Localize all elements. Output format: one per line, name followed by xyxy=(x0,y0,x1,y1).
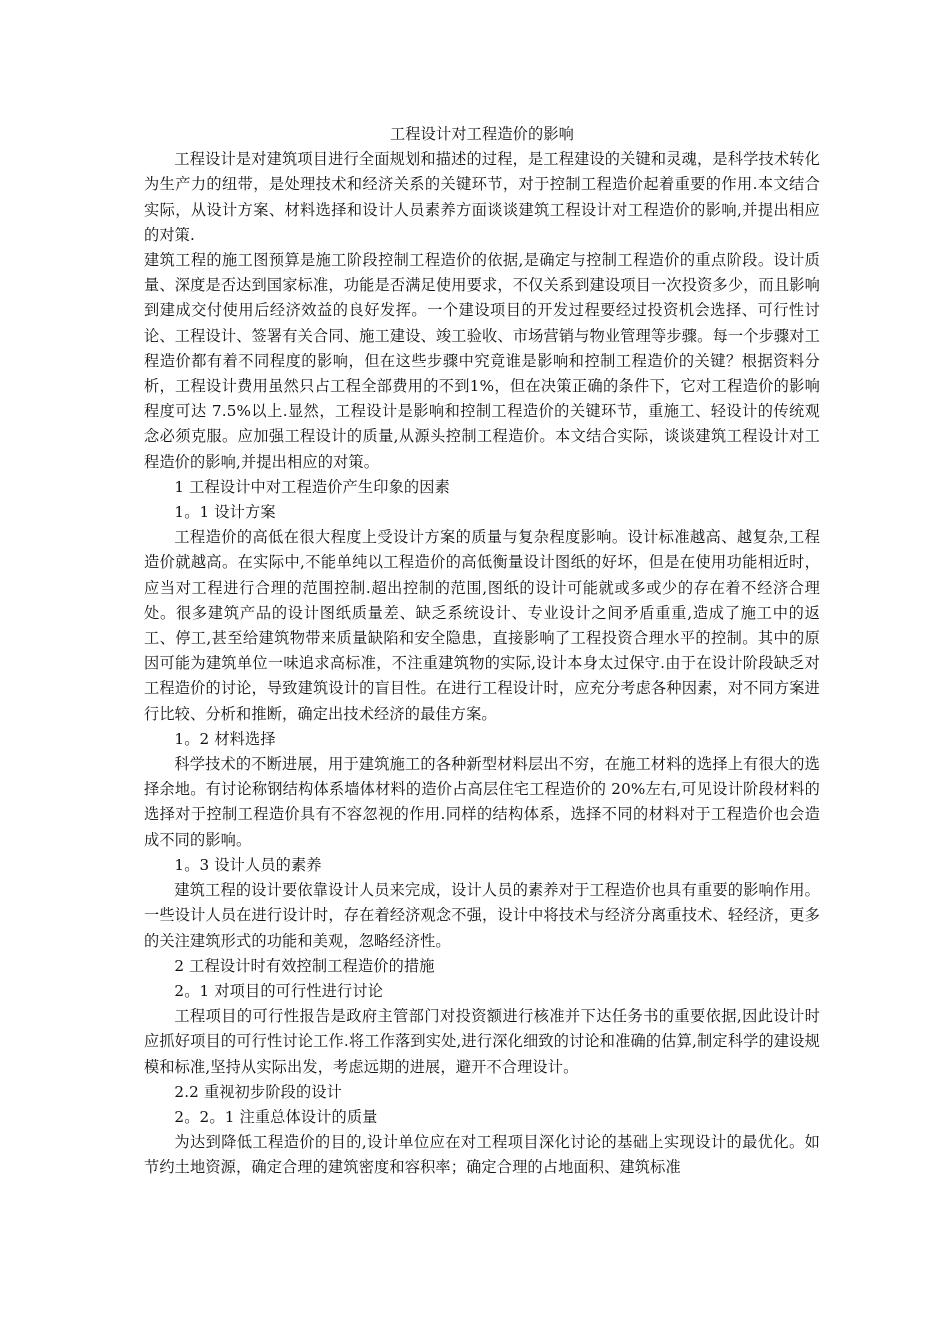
section-2-1-heading: 2。1 对项目的可行性进行讨论 xyxy=(174,981,384,1000)
section-2-1-paragraph: 工程项目的可行性报告是政府主管部门对投资额进行核准并下达任务书的重要依据,因此设计时应抓好项目的可行性讨论工作.将工作落到实处,进行深化细致的讨论和准确的估算,制定科学的建设规模和标准,坚持从实际出发，考虑远期的进展，避开不合理设计。 xyxy=(144,1007,820,1076)
section-2-2-1-heading: 2。2。1 注重总体设计的质量 xyxy=(174,1107,378,1126)
section-2-2-1-paragraph: 为达到降低工程造价的目的,设计单位应在对工程项目深化讨论的基础上实现设计的最优化。如节约土地资源，确定合理的建筑密度和容积率；确定合理的占地面积、建筑标准 xyxy=(144,1133,820,1177)
section-1-2-heading: 1。2 材料选择 xyxy=(174,729,276,748)
section-1-3-paragraph: 建筑工程的设计要依靠设计人员来完成，设计人员的素养对于工程造价也具有重要的影响作用。一些设计人员在进行设计时，存在着经济观念不强，设计中将技术与经济分离重技术、轻经济，更多的关注建筑形式的功能和美观，忽略经济性。 xyxy=(144,881,820,950)
document-page xyxy=(144,122,820,1181)
intro-paragraph: 建筑工程的施工图预算是施工阶段控制工程造价的依据,是确定与控制工程造价的重点阶段。设计质量、深度是否达到国家标准，功能是否满足使用要求，不仅关系到建设项目一次投资多少，而且影响到建成交付使用后经济效益的良好发挥。一个建设项目的开发过程要经过投资机会选择、可行性讨论、工程设计、签署有关合同、施工建设、竣工验收、市场营销与物业管理等步骤。每一个步骤对工程造价都有着不同程度的影响，但在这些步骤中究竟谁是影响和控制工程造价的关键？根据资料分析，工程设计费用虽然只占工程全部费用的不到1%，但在决策正确的条件下，它对工程造价的影响程度可达 7.5%以上.显然，工程设计是影响和控制工程造价的关键环节，重施工、轻设计的传统观念必须克服。应加强工程设计的质量,从源头控制工程造价。本文结合实际，谈谈建筑工程设计对工程造价的影响,并提出相应的对策。 xyxy=(144,251,820,471)
abstract-paragraph: 工程设计是对建筑项目进行全面规划和描述的过程，是工程建设的关键和灵魂，是科学技术转化为生产力的纽带，是处理技术和经济关系的关键环节，对于控制工程造价起着重要的作用.本文结合实际，从设计方案、材料选择和设计人员素养方面谈谈建筑工程设计对工程造价的影响,并提出相应的对策. xyxy=(144,150,820,244)
section-1-3-heading: 1。3 设计人员的素养 xyxy=(174,855,322,874)
section-2-heading: 2 工程设计时有效控制工程造价的措施 xyxy=(174,956,435,975)
section-1-1-paragraph: 工程造价的高低在很大程度上受设计方案的质量与复杂程度影响。设计标准越高、越复杂,工程造价就越高。在实际中,不能单纯以工程造价的高低衡量设计图纸的好坏，但是在使用功能相近时，应当对工程进行合理的范围控制.超出控制的范围,图纸的设计可能就或多或少的存在着不经济合理处。很多建筑产品的设计图纸质量差、缺乏系统设计、专业设计之间矛盾重重,造成了施工中的返工、停工,甚至给建筑物带来质量缺陷和安全隐患，直接影响了工程投资合理水平的控制。其中的原因可能为建筑单位一味追求高标准，不注重建筑物的实际,设计本身太过保守.由于在设计阶段缺乏对工程造价的讨论，导致建筑设计的盲目性。在进行工程设计时，应充分考虑各种因素，对不同方案进行比较、分析和推断，确定出技术经济的最佳方案。 xyxy=(144,528,820,723)
document-title: 工程设计对工程造价的影响 xyxy=(389,125,575,143)
section-1-heading: 1 工程设计中对工程造价产生印象的因素 xyxy=(174,477,450,496)
section-1-1-heading: 1。1 设计方案 xyxy=(174,503,276,522)
section-1-2-paragraph: 科学技术的不断进展，用于建筑施工的各种新型材料层出不穷，在施工材料的选择上有很大的选择余地。有讨论称钢结构体系墙体材料的造价占高层住宅工程造价的 20%左右,可见设计阶段材料的选择对于控制工程造价具有不容忽视的作用.同样的结构体系，选择不同的材料对于工程造价也会造成不同的影响。 xyxy=(144,755,820,849)
section-2-2-heading: 2.2 重视初步阶段的设计 xyxy=(174,1082,343,1101)
